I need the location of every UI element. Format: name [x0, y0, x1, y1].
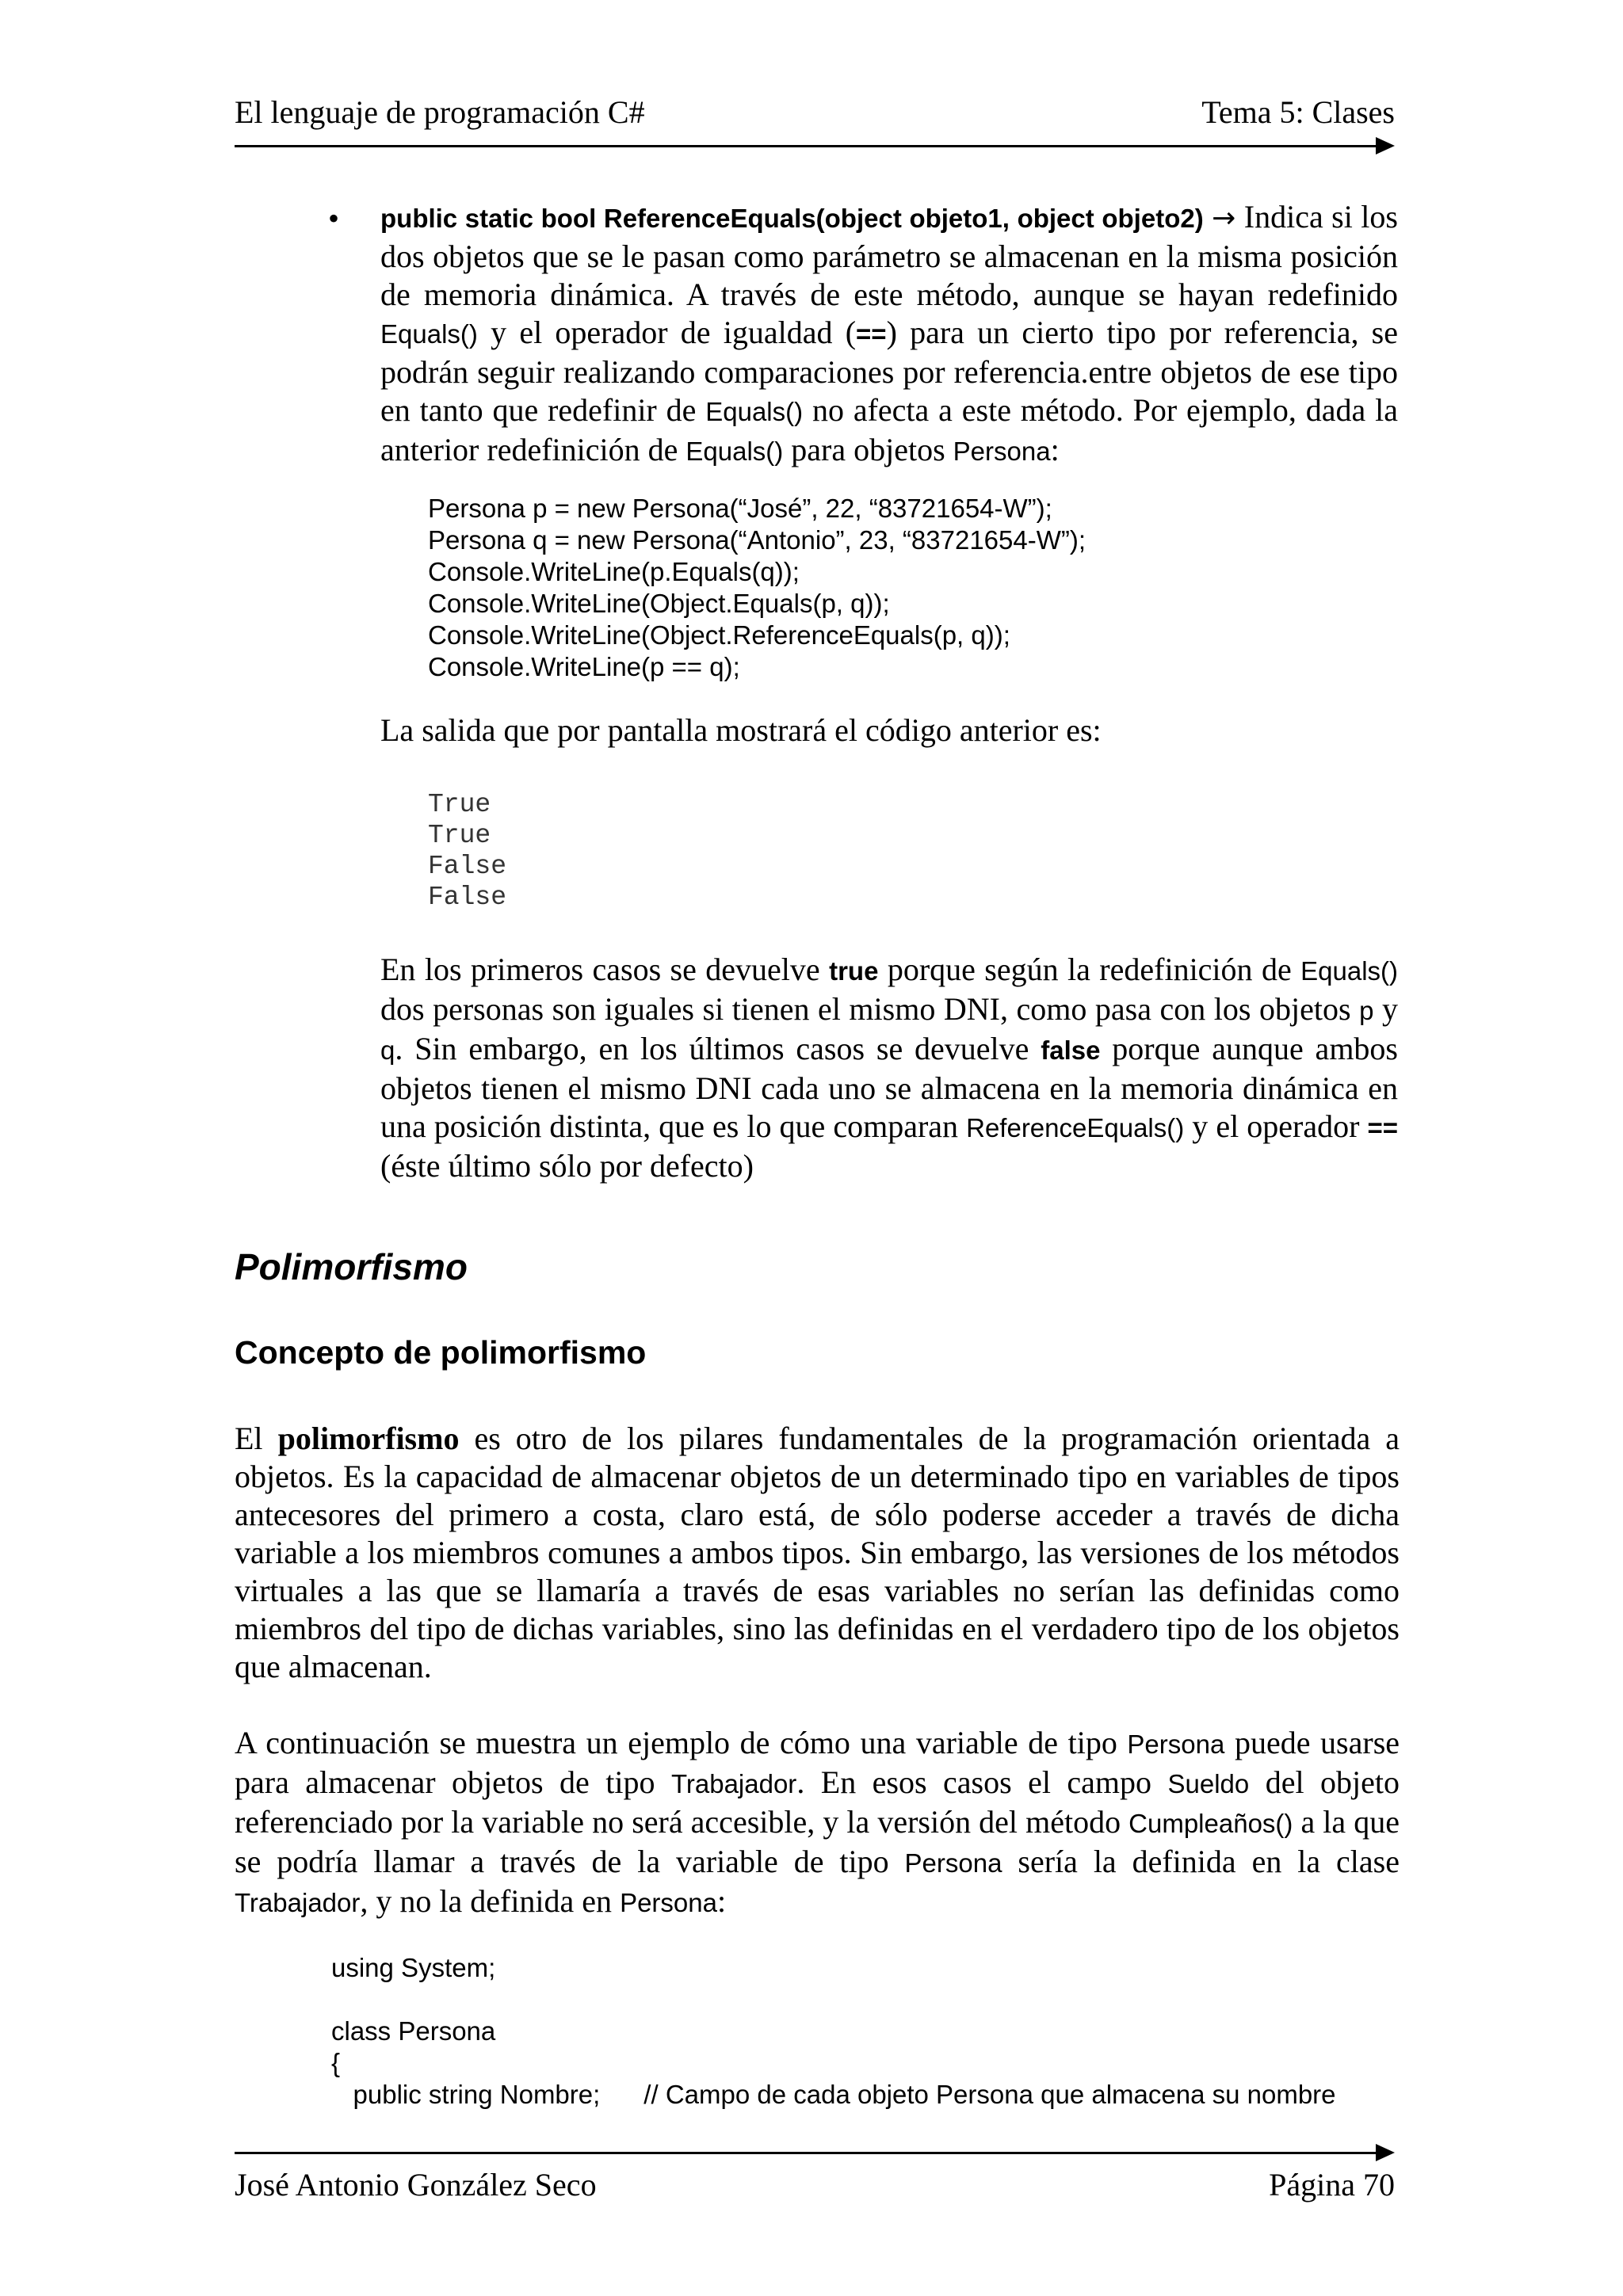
- footer-author: José Antonio González Seco: [235, 2167, 597, 2203]
- bullet-paragraph: public static bool ReferenceEquals(object objeto1, object objeto2) → Indica si los dos objetos que se le pasan como parámetro se almacenan en la misma posición de memoria dinámica. A través de este método, aunque se hayan redefinido Equals() y el operador de igualdad (==) para un cierto tipo por referencia, se podrán seguir realizando comparaciones por referencia.entre objetos de ese tipo en tanto que redefinir de Equals() no afecta a este método. Por ejemplo, dada la anterior redefinición de Equals() para objetos Persona:: [380, 199, 1398, 467]
- right-arrow-icon: →: [1212, 202, 1236, 235]
- bullet-icon: •: [328, 200, 340, 236]
- output-line: True: [428, 790, 491, 819]
- code-line: Persona p = new Persona(“José”, 22, “83721654-W”);: [428, 494, 1052, 523]
- section-heading: Polimorfismo: [235, 1246, 468, 1287]
- code-line: Console.WriteLine(Object.Equals(p, q));: [428, 589, 890, 618]
- output-line: False: [428, 852, 507, 881]
- arrow-head-icon: [1376, 137, 1395, 154]
- code-line: [331, 1984, 1336, 2016]
- code-line: class Persona: [331, 2016, 496, 2046]
- code-example-polymorphism: [331, 1952, 1336, 2111]
- code-line: Console.WriteLine(p == q);: [428, 652, 740, 681]
- output-line: False: [428, 883, 507, 912]
- subsection-heading: Concepto de polimorfismo: [235, 1334, 647, 1371]
- polymorphism-paragraph: El polimorfismo es otro de los pilares fundamentales de la programación orientada a objetos. Es la capacidad de almacenar objetos de un determinado tipo en variables de tipos antecesores del primero a costa, claro está, de sólo poderse acceder a través de dicha variable a los miembros comunes a ambos tipos. Sin embargo, las versiones de los métodos virtuales a las que se llamaría a través de esas variables no serían las definidas como miembros del tipo de dichas variables, sino las definidas en el verdadero tipo de los objetos que almacenan.: [235, 1421, 1400, 1684]
- code-example-equals: [428, 493, 1086, 683]
- arrow-head-icon: [1376, 2144, 1395, 2161]
- header-rule: [235, 145, 1377, 147]
- page-number: Página 70: [1269, 2167, 1395, 2203]
- example-intro-paragraph: A continuación se muestra un ejemplo de cómo una variable de tipo Persona puede usarse para almacenar objetos de tipo Trabajador. En esos casos el campo Sueldo del objeto referenciado por la variable no será accesible, y la versión del método Cumpleaños() a la que se podría llamar a través de la variable de tipo Persona sería la definida en la clase Trabajador, y no la definida en Persona:: [235, 1725, 1400, 1919]
- output-intro: La salida que por pantalla mostrará el código anterior es:: [380, 712, 1102, 748]
- code-line: Console.WriteLine(Object.ReferenceEquals(p, q));: [428, 620, 1010, 650]
- code-line: using System;: [331, 1953, 496, 1982]
- console-output: [428, 789, 506, 913]
- code-line: Persona q = new Persona(“Antonio”, 23, “83721654-W”);: [428, 525, 1086, 555]
- header-title: El lenguaje de programación C#: [235, 94, 645, 130]
- code-line: Console.WriteLine(p.Equals(q));: [428, 557, 800, 586]
- explanation-paragraph: En los primeros casos se devuelve true porque según la redefinición de Equals() dos personas son iguales si tienen el mismo DNI, como pasa con los objetos p y q. Sin embargo, en los últimos casos se devuelve false porque aunque ambos objetos tienen el mismo DNI cada uno se almacena en la memoria dinámica en una posición distinta, que es lo que comparan ReferenceEquals() y el operador == (éste último sólo por defecto): [380, 952, 1399, 1184]
- output-line: True: [428, 821, 491, 850]
- method-signature: public static bool ReferenceEquals(object objeto1, object objeto2): [380, 204, 1204, 233]
- footer-rule: [235, 2152, 1377, 2154]
- code-line: public string Nombre; // Campo de cada objeto Persona que almacena su nombre: [331, 2080, 1336, 2109]
- header-chapter: Tema 5: Clases: [1201, 94, 1395, 130]
- code-line: {: [331, 2048, 341, 2077]
